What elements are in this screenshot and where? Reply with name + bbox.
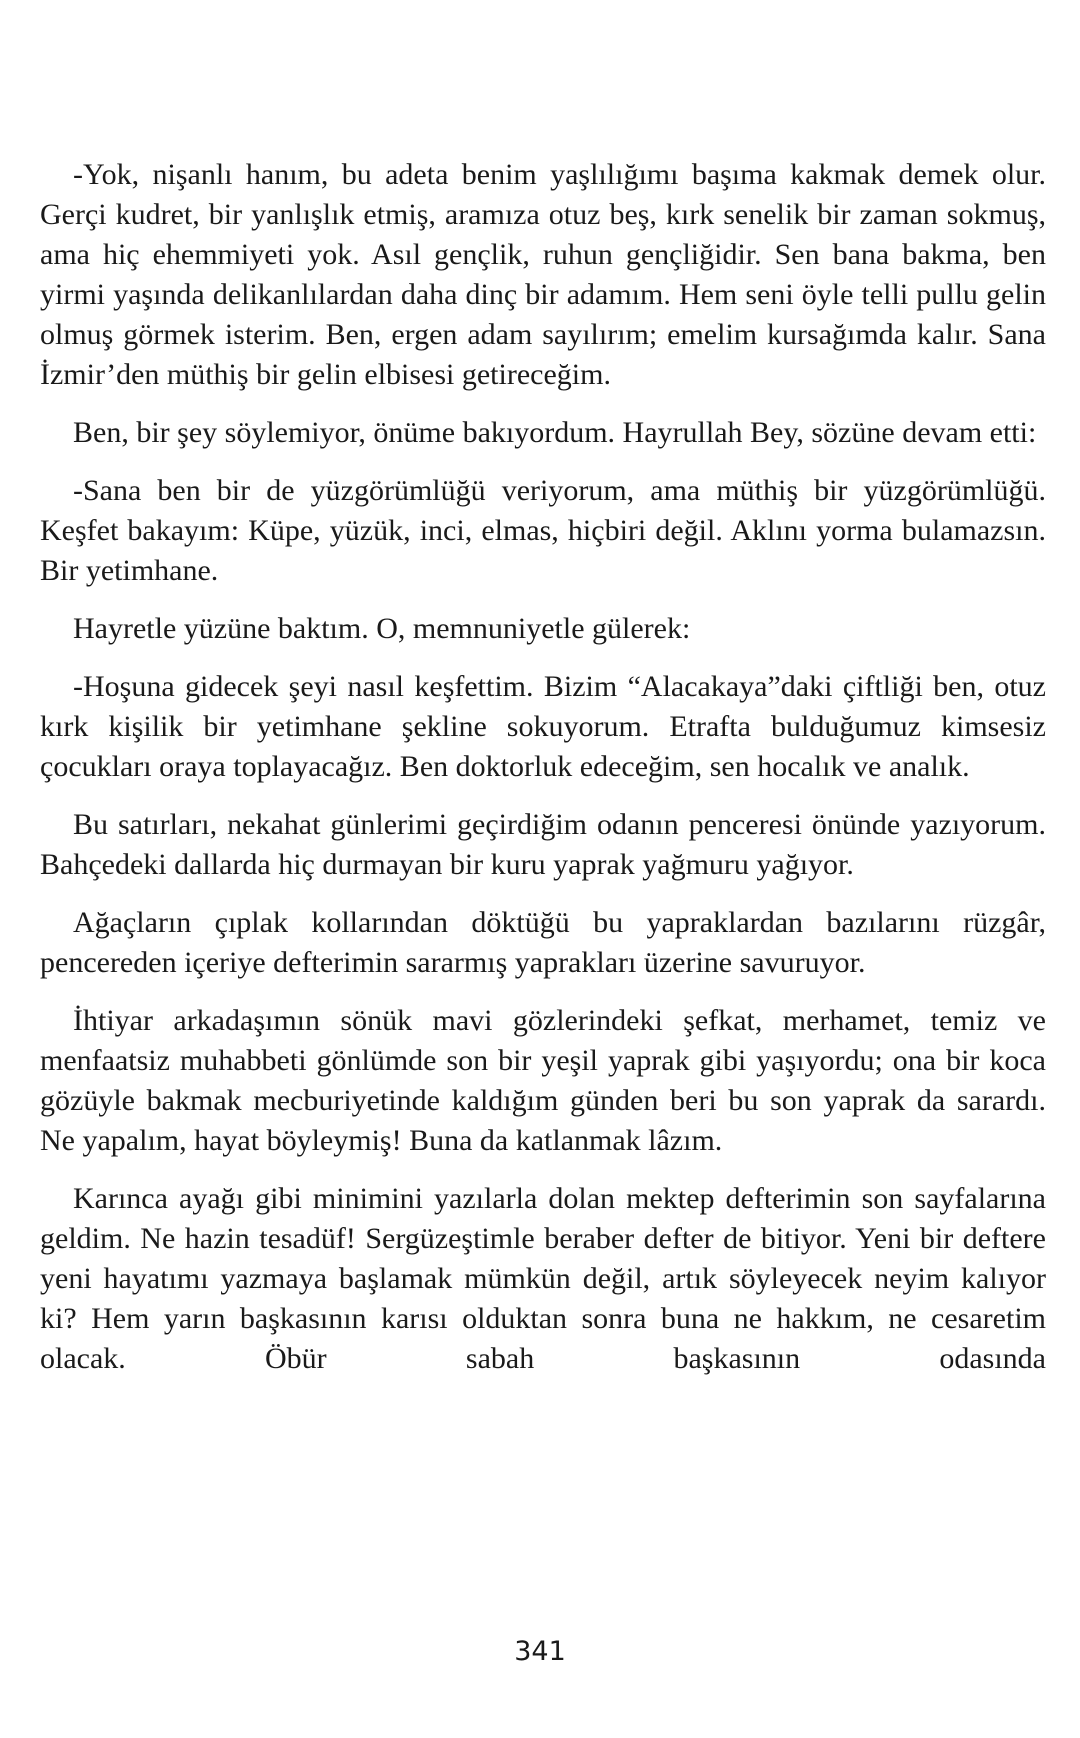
paragraph-9: Karınca ayağı gibi minimini yazılarla dolan mektep defterimin son sayfalarına geldim. Ne hazin tesadüf! Sergüzeştimle beraber defter de bitiyor. Yeni bir deftere yeni hayatımı yazmaya başlamak mümkün değil, artık söyleyecek neyim kalıyor ki? Hem yarın başkasının karısı olduktan sonra buna ne hakkım, ne cesaretim olacak. Öbür sabah başkasının odasında <box>40 1182 1046 1375</box>
paragraph-8: İhtiyar arkadaşımın sönük mavi gözlerindeki şefkat, merhamet, temiz ve menfaatsiz muhabbeti gönlümde son bir yeşil yaprak gibi yaşıyordu; ona bir koca gözüyle bakmak mecburiyetinde kaldığım günden beri bu son yaprak da sarardı. Ne yapalım, hayat böyleymiş! Buna da katlanmak lâzım. <box>40 1004 1046 1157</box>
paragraph-2: Ben, bir şey söylemiyor, önüme bakıyordum. Hayrullah Bey, sözüne devam etti: <box>73 416 1037 449</box>
paragraph-6: Bu satırları, nekahat günlerimi geçirdiğim odanın penceresi önünde yazıyorum. Bahçedeki dallarda hiç durmayan bir kuru yaprak yağmuru yağıyor. <box>40 808 1046 881</box>
paragraph-4: Hayretle yüzüne baktım. O, memnuniyetle gülerek: <box>73 612 691 645</box>
paragraph-1: -Yok, nişanlı hanım, bu adeta benim yaşlılığımı başıma kakmak demek olur. Gerçi kudret, bir yanlışlık etmiş, aramıza otuz beş, kırk senelik bir zaman sokmuş, ama hiç ehemmiyeti yok. Asıl gençlik, ruhun gençliğidir. Sen bana bakma, ben yirmi yaşında delikanlılardan daha dinç bir adamım. Hem seni öyle telli pullu gelin olmuş görmek isterim. Ben, ergen adam sayılırım; emelim kursağımda kalır. Sana İzmir’den müthiş bir gelin elbisesi getireceğim. <box>40 158 1046 391</box>
paragraph-5: -Hoşuna gidecek şeyi nasıl keşfettim. Bizim “Alacakaya”daki çiftliği ben, otuz kırk kişilik bir yetimhane şekline sokuyorum. Etrafta bulduğumuz kimsesiz çocukları oraya toplayacağız. Ben doktorluk edeceğim, sen hocalık ve analık. <box>40 670 1046 783</box>
page-number: 341 <box>514 1636 566 1667</box>
page-body <box>40 155 1046 1379</box>
paragraph-3: -Sana ben bir de yüzgörümlüğü veriyorum, ama müthiş bir yüzgörümlüğü. Keşfet bakayım: Küpe, yüzük, inci, elmas, hiçbiri değil. Aklını yorma bulamazsın. Bir yetimhane. <box>40 474 1046 587</box>
paragraph-7: Ağaçların çıplak kollarından döktüğü bu yapraklardan bazılarını rüzgâr, pencereden içeriye defterimin sararmış yaprakları üzerine savuruyor. <box>40 906 1046 979</box>
